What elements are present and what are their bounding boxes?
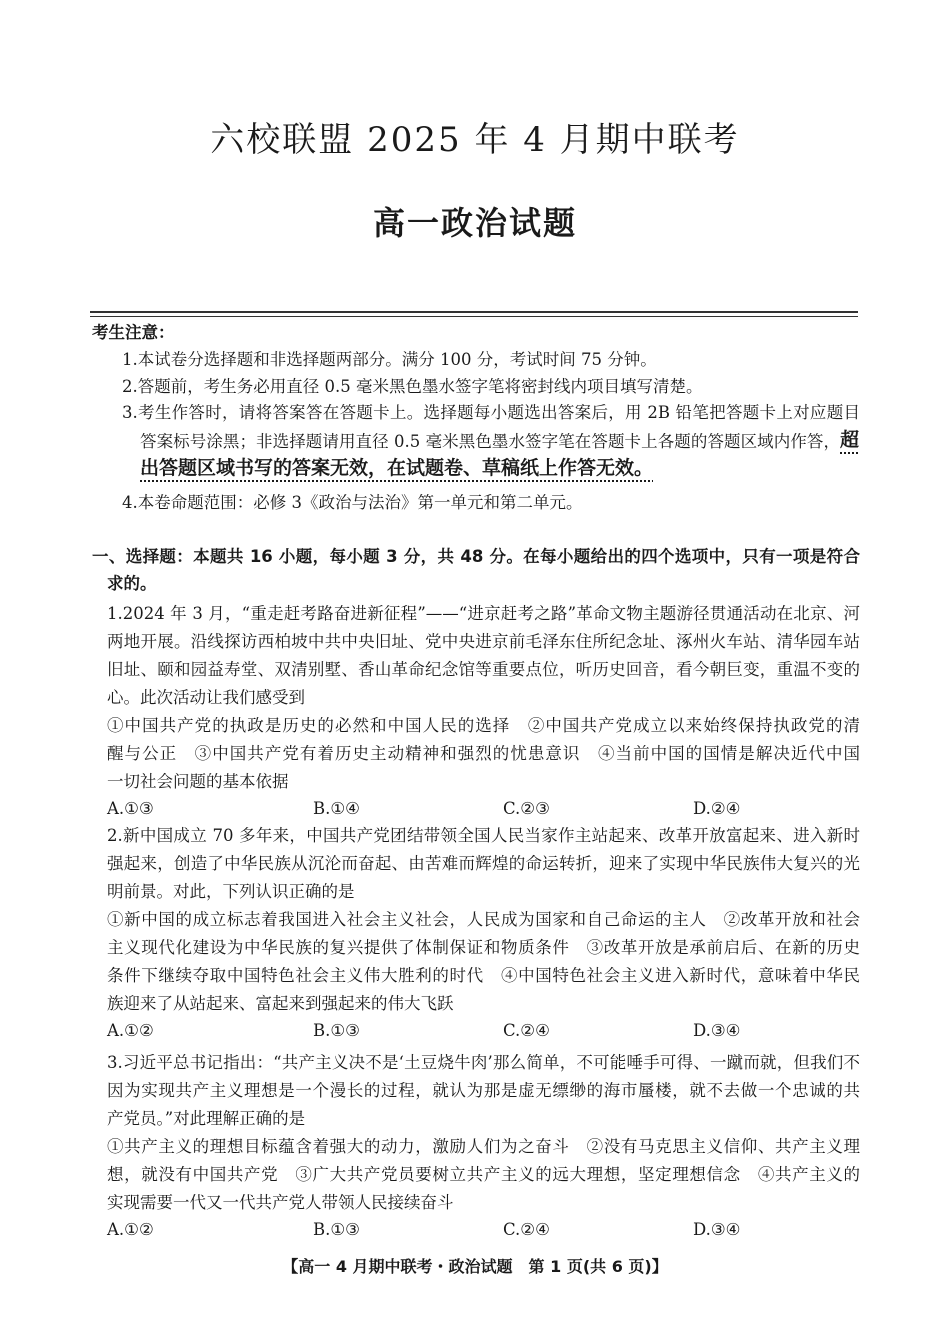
- exam-title: 六校联盟 2025 年 4 月期中联考: [210, 120, 740, 160]
- answer-option-c: C.②④: [503, 1021, 550, 1040]
- question-line: 强起来，创造了中华民族从沉沦而奋起、由苦难而辉煌的命运转折，迎来了实现中华民族伟大复兴的光: [107, 854, 860, 873]
- question-line: 因为实现共产主义理想是一个漫长的过程，就认为那是虚无缥缈的海市蜃楼，就不去做一个忠诚的共: [107, 1081, 860, 1100]
- question-stem: 3.习近平总书记指出：“共产主义决不是‘土豆烧牛肉’那么简单，不可能唾手可得、一蹴而就，但我们不: [107, 1053, 860, 1072]
- question-line: 旧址、颐和园益寿堂、双清别墅、香山革命纪念馆等重要点位，听历史回音，看今朝巨变，重温不变的: [107, 660, 860, 679]
- notice-item: 2.答题前，考生务必用直径 0.5 毫米黑色墨水签字笔将密封线内项目填写清楚。: [122, 377, 703, 396]
- question-line: ①中国共产党的执政是历史的必然和中国人民的选择 ②中国共产党成立以来始终保持执政党的清: [107, 716, 860, 735]
- question-line: 一切社会问题的基本依据: [107, 772, 289, 791]
- notice-item: 答案标号涂黑；非选择题请用直径 0.5 毫米黑色墨水签字笔在答题卡上各题的答题区域内作答，: [140, 432, 840, 451]
- answer-option-b: B.①③: [313, 1220, 360, 1239]
- answer-option-c: C.②③: [503, 799, 550, 818]
- question-line: ①共产主义的理想目标蕴含着强大的动力，激励人们为之奋斗 ②没有马克思主义信仰、共产主义理: [107, 1137, 860, 1156]
- question-line: 两地开展。沿线探访西柏坡中共中央旧址、党中央进京前毛泽东住所纪念址、涿州火车站、清华园车站: [107, 632, 860, 651]
- answer-option-b: B.①③: [313, 1021, 360, 1040]
- notice-item: 3.考生作答时，请将答案答在答题卡上。选择题每小题选出答案后，用 2B 铅笔把答题卡上对应题目: [122, 403, 860, 422]
- answer-option-a: A.①②: [107, 1220, 154, 1239]
- question-line: 主义现代化建设为中华民族的复兴提供了体制保证和物质条件 ③改革开放是承前启后、在新的历史: [107, 938, 860, 957]
- section-heading: 一、选择题：本题共 16 小题，每小题 3 分，共 48 分。在每小题给出的四个选项中，只有一项是符合: [92, 547, 860, 566]
- question-line: 条件下继续夺取中国特色社会主义伟大胜利的时代 ④中国特色社会主义进入新时代，意味着中华民: [107, 966, 860, 985]
- answer-option-d: D.②④: [693, 799, 741, 818]
- question-line: 产党员。”对此理解正确的是: [107, 1109, 306, 1128]
- notice-emphasis-start: 超: [840, 429, 860, 451]
- answer-option-b: B.①④: [313, 799, 360, 818]
- question-line: ①新中国的成立标志着我国进入社会主义社会，人民成为国家和自己命运的主人 ②改革开放和社会: [107, 910, 860, 929]
- question-line: 醒与公正 ③中国共产党有着历史主动精神和强烈的忧患意识 ④当前中国的国情是解决近代中国: [107, 744, 860, 763]
- section-heading-cont: 求的。: [107, 574, 157, 593]
- question-line: 想，就没有中国共产党 ③广大共产党员要树立共产主义的远大理想，坚定理想信念 ④共产主义的: [107, 1165, 860, 1184]
- notice-item: 1.本试卷分选择题和非选择题两部分。满分 100 分，考试时间 75 分钟。: [122, 350, 657, 369]
- question-line: 明前景。对此，下列认识正确的是: [107, 882, 355, 901]
- page-footer: 【高一 4 月期中联考・政治试题 第 1 页(共 6 页)】: [282, 1257, 668, 1276]
- question-line: 心。此次活动让我们感受到: [107, 688, 305, 707]
- question-stem: 2.新中国成立 70 多年来，中国共产党团结带领全国人民当家作主站起来、改革开放富起来、进入新时: [107, 826, 860, 845]
- notice-emphasis: 出答题区域书写的答案无效，在试题卷、草稿纸上作答无效。: [140, 457, 654, 479]
- divider-rule-thin: [90, 316, 858, 317]
- answer-option-a: A.①③: [107, 799, 154, 818]
- notice-heading: 考生注意：: [92, 323, 175, 342]
- answer-option-d: D.③④: [693, 1021, 741, 1040]
- divider-rule: [90, 311, 858, 313]
- notice-item: 4.本卷命题范围：必修 3《政治与法治》第一单元和第二单元。: [122, 493, 583, 512]
- question-line: 实现需要一代又一代共产党人带领人民接续奋斗: [107, 1193, 454, 1212]
- answer-option-a: A.①②: [107, 1021, 154, 1040]
- answer-option-c: C.②④: [503, 1220, 550, 1239]
- answer-option-d: D.③④: [693, 1220, 741, 1239]
- question-stem: 1.2024 年 3 月，“重走赶考路奋进新征程”——“进京赶考之路”革命文物主题游径贯通活动在北京、河: [107, 604, 860, 623]
- exam-subtitle: 高一政治试题: [372, 204, 577, 242]
- question-line: 族迎来了从站起来、富起来到强起来的伟大飞跃: [107, 994, 454, 1013]
